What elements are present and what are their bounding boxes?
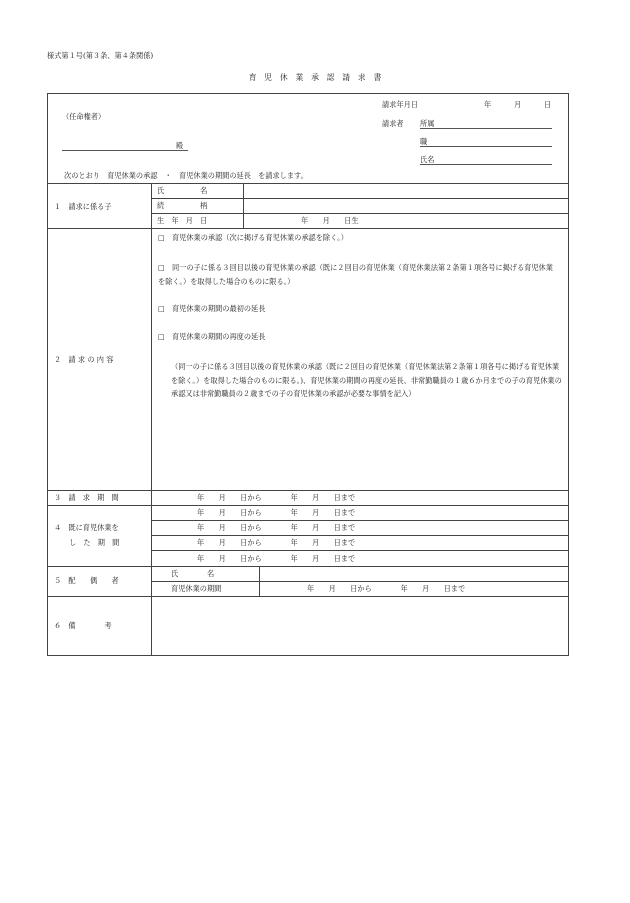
option-first-extension[interactable]: □ 育児休業の期間の最初の延長 [158, 304, 266, 313]
position-line [420, 146, 552, 147]
child-birth-value: 年 月 日生 [301, 216, 359, 225]
form-number: 様式第１号(第３条、第４条関係) [47, 51, 154, 60]
section2-label: ２ 請 求 の 内 容 [54, 355, 114, 364]
child-relation-label: 続 柄 [157, 201, 208, 210]
previous-period-row: 年 月 日から 年 月 日まで [197, 554, 356, 563]
request-month-label: 月 [514, 100, 522, 109]
requester-name-line [420, 164, 552, 165]
previous-period-row: 年 月 日から 年 月 日まで [197, 523, 356, 532]
section3-label: ３ 請 求 期 間 [54, 493, 119, 502]
section2-note: （同一の子に係る３回目以後の育児休業の承認（既に２回目の育児休業（育児休業法第２条第１項各号に掲げる育児休業を除く。）を取得した場合のものに限る。)、育児休業の期間の再度の延長、非常勤職員の１歳６か月までの子の育児休業の承認又は非常勤職員の２歳までの子の育児休業の承認が必要な事情を記入） [171, 362, 562, 398]
option-approval[interactable]: □ 育児休業の承認（次に掲げる育児休業の承認を除く。） [158, 233, 348, 242]
spouse-name-label: 氏 名 [171, 569, 215, 578]
request-year-label: 年 [484, 100, 492, 109]
affiliation-label: 所属 [420, 119, 435, 128]
requester-label: 請求者 [382, 119, 404, 128]
form-title: 育 児 休 業 承 認 請 求 書 [248, 73, 382, 82]
section1-label: １ 請求に係る子 [54, 202, 112, 211]
appointer-label: （任命権者） [62, 112, 106, 121]
spouse-period-value: 年 月 日から 年 月 日まで [307, 584, 466, 593]
child-birth-label: 生 年 月 日 [157, 216, 208, 225]
child-name-label: 氏 名 [157, 186, 208, 195]
requester-name-label: 氏名 [420, 155, 435, 164]
section5-label: ５ 配 偶 者 [54, 576, 119, 585]
affiliation-line [420, 128, 552, 129]
request-day-label: 日 [544, 100, 552, 109]
appointer-name-line [62, 150, 188, 151]
option-third-approval[interactable]: □ 同一の子に係る３回目以後の育児休業の承認（既に２回目の育児休業（育児休業法第２条第１項各号に掲げる育児休業を除く。）を取得した場合のものに限る。） [158, 263, 553, 286]
section4-label-line1: ４ 既に育児休業を [54, 523, 119, 532]
option-second-extension[interactable]: □ 育児休業の期間の再度の延長 [158, 332, 266, 341]
previous-period-row: 年 月 日から 年 月 日まで [197, 508, 356, 517]
section6-label: ６ 備 考 [54, 621, 112, 630]
request-statement: 次のとおり 育児休業の承認 ・ 育児休業の期間の延長 を請求します。 [64, 171, 308, 180]
spouse-period-label: 育児休業の期間 [171, 584, 222, 593]
request-date-label: 請求年月日 [382, 100, 418, 109]
dono-label: 殿 [176, 141, 184, 150]
request-period: 年 月 日から 年 月 日まで [197, 493, 356, 502]
position-label: 職 [420, 137, 428, 146]
section4-label-line2: し た 期 間 [69, 538, 120, 547]
previous-period-row: 年 月 日から 年 月 日まで [197, 538, 356, 547]
